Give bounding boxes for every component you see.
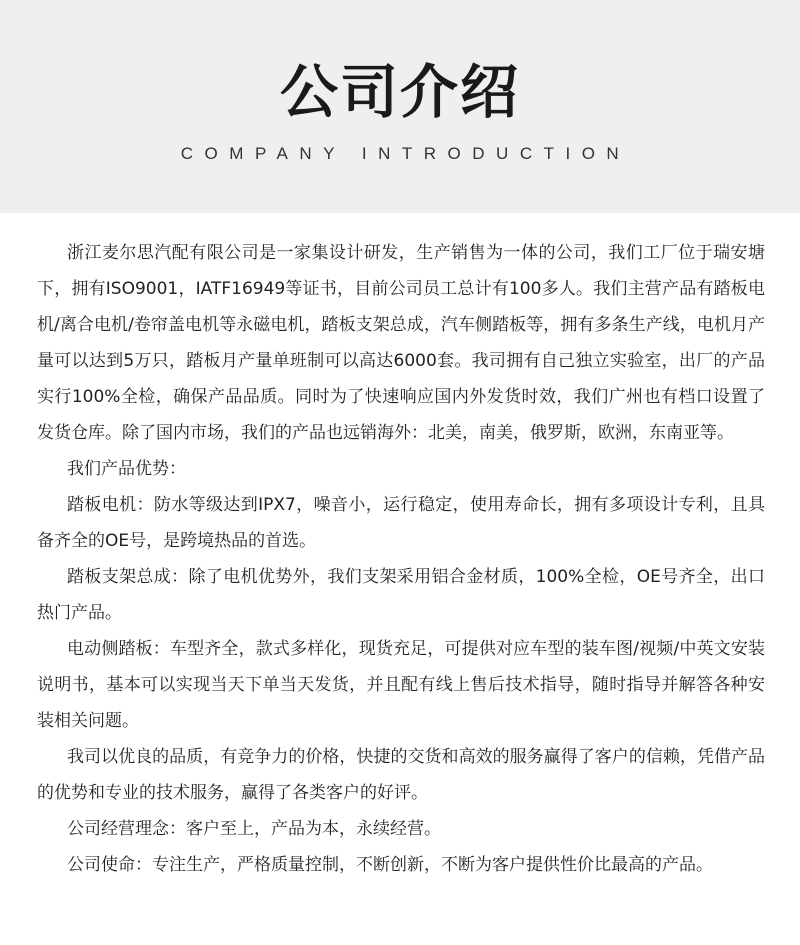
paragraph-philosophy: 公司经营理念：客户至上，产品为本，永续经营。 — [67, 819, 441, 839]
header-banner — [0, 0, 800, 213]
paragraph-electric-side-step: 电动侧踏板：车型齐全，款式多样化，现货充足，可提供对应车型的装车图/视频/中英文安装说明书，基本可以实现当天下单当天发货，并且配有线上售后技术指导，随时指导并解答各种安装相关问题。 — [37, 639, 765, 731]
page-subtitle: COMPANY INTRODUCTION — [180, 144, 631, 163]
intro-content — [37, 235, 765, 883]
paragraph-advantages-heading: 我们产品优势： — [67, 459, 186, 479]
paragraph-company-overview: 浙江麦尔思汽配有限公司是一家集设计研发，生产销售为一体的公司，我们工厂位于瑞安塘下，拥有ISO9001，IATF16949等证书，目前公司员工总计有100多人。我们主营产品有踏板电机/离合电机/卷帘盖电机等永磁电机，踏板支架总成，汽车侧踏板等，拥有多条生产线，电机月产量可以达到5万只，踏板月产量单班制可以高达6000套。我司拥有自己独立实验室，出厂的产品实行100%全检，确保产品品质。同时为了快速响应国内外发货时效，我们广州也有档口设置了发货仓库。除了国内市场，我们的产品也远销海外：北美，南美，俄罗斯，欧洲，东南亚等。 — [37, 243, 766, 443]
paragraph-pedal-bracket: 踏板支架总成：除了电机优势外，我们支架采用铝合金材质，100%全检，OE号齐全，出口热门产品。 — [37, 567, 765, 623]
paragraph-pedal-motor: 踏板电机：防水等级达到IPX7，噪音小，运行稳定，使用寿命长，拥有多项设计专利，且具备齐全的OE号，是跨境热品的首选。 — [37, 495, 765, 551]
paragraph-mission: 公司使命：专注生产，严格质量控制，不断创新，不断为客户提供性价比最高的产品。 — [67, 855, 713, 875]
paragraph-reputation: 我司以优良的品质，有竞争力的价格，快捷的交货和高效的服务赢得了客户的信赖，凭借产品的优势和专业的技术服务，赢得了各类客户的好评。 — [37, 747, 765, 803]
page-title: 公司介绍 — [279, 58, 520, 126]
